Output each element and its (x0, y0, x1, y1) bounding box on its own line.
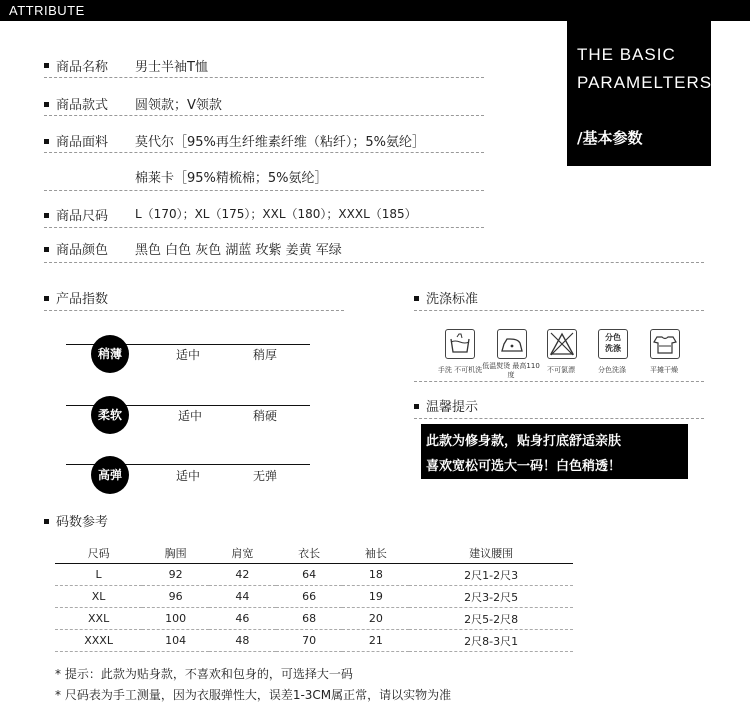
table-cell: 20 (368, 612, 383, 625)
divider (44, 310, 344, 311)
bullet-icon (44, 213, 49, 218)
param-value: L（170）；XL（175）；XXL（180）；XXXL（185） (135, 207, 417, 221)
table-header: 肩宽 (231, 546, 254, 560)
param-value: 莫代尔［95%再生纤维素纤维（粘纤）；5%氨纶］ (135, 135, 426, 150)
table-row (55, 564, 573, 586)
table-cell: XXL (88, 612, 110, 625)
divider (44, 190, 484, 191)
table-cell: 96 (168, 590, 183, 603)
divider (44, 262, 704, 263)
index-right: 稍厚 (253, 348, 278, 362)
wash-label: 分色洗涤 (598, 366, 626, 374)
table-cell: 66 (302, 590, 317, 603)
param-label: 商品颜色 (56, 243, 109, 258)
index-right: 无弹 (253, 469, 278, 483)
tips-line1: 此款为修身款，贴身打底舒适亲肤 (426, 434, 622, 449)
index-badge: 稍薄 (91, 335, 129, 373)
table-cell: 104 (165, 634, 187, 647)
bullet-icon (44, 102, 49, 107)
table-cell: 70 (302, 634, 317, 647)
param-value: 圆领款；V领款 (135, 98, 222, 113)
bullet-icon (44, 296, 49, 301)
index-title: 产品指数 (56, 292, 109, 307)
hand-wash-icon (445, 329, 475, 359)
bullet-icon (414, 296, 419, 301)
divider (414, 310, 704, 311)
table-row (55, 586, 573, 608)
table-cell: 42 (235, 568, 250, 581)
size-table (55, 542, 573, 652)
table-cell: 2尺3-2尺5 (464, 590, 519, 604)
index-mid: 适中 (176, 469, 201, 483)
separate-wash-icon-text: 分色洗涤 (605, 333, 621, 353)
divider (44, 77, 484, 78)
index-right: 稍硬 (253, 409, 278, 423)
note: * 尺码表为手工测量，因为衣服弹性大，误差1-3CM属正常，请以实物为准 (55, 688, 452, 702)
table-cell: 21 (368, 634, 383, 647)
index-mid: 适中 (176, 348, 201, 362)
table-cell: 2尺5-2尺8 (464, 612, 519, 626)
param-value: 男士半袖T恤 (135, 60, 208, 75)
basic-line1: THE BASIC (577, 45, 676, 64)
index-badge: 高弹 (91, 456, 129, 494)
divider (414, 381, 704, 382)
table-cell: L (95, 568, 102, 581)
table-cell: 100 (165, 612, 187, 625)
param-value: 黑色 白色 灰色 湖蓝 玫紫 姜黄 军绿 (135, 243, 342, 258)
table-cell: 44 (235, 590, 250, 603)
table-header: 袖长 (364, 546, 387, 560)
table-cell: 46 (235, 612, 250, 625)
table-cell: 68 (302, 612, 317, 625)
tips-box (421, 424, 688, 479)
table-cell: 18 (368, 568, 383, 581)
table-cell: 2尺8-3尺1 (464, 634, 519, 648)
wash-label: 不可氯漂 (547, 366, 575, 374)
param-label: 商品款式 (56, 98, 109, 113)
basic-line2: PARAMELTERS (577, 73, 713, 92)
bullet-icon (414, 404, 419, 409)
table-header: 胸围 (164, 546, 187, 560)
table-cell: 92 (168, 568, 183, 581)
header-bar (0, 0, 750, 21)
table-cell: XXXL (84, 634, 113, 647)
basic-line3: /基本参数 (577, 129, 643, 147)
table-header: 衣长 (298, 546, 321, 560)
bullet-icon (44, 139, 49, 144)
wash-label: 平摊干燥 (650, 366, 678, 374)
table-cell: 64 (302, 568, 317, 581)
note: * 提示：此款为贴身款，不喜欢和包身的，可选择大一码 (55, 667, 353, 681)
header-title: ATTRIBUTE (9, 3, 85, 18)
param-label: 商品名称 (56, 60, 109, 75)
table-header-row (55, 542, 573, 564)
divider (414, 418, 704, 419)
wash-label: 手洗 不可机洗 (437, 366, 483, 374)
flat-dry-icon (650, 329, 680, 359)
basic-params-box (567, 21, 711, 166)
wash-label: 低温熨烫 最高110度 (482, 362, 540, 379)
no-bleach-icon (547, 329, 577, 359)
wash-title: 洗涤标准 (426, 292, 479, 307)
index-badge: 柔软 (91, 396, 129, 434)
table-cell: 48 (235, 634, 250, 647)
divider (44, 152, 484, 153)
bullet-icon (44, 519, 49, 524)
table-cell: XL (91, 590, 106, 603)
table-header: 建议腰围 (469, 546, 514, 560)
tips-title: 温馨提示 (426, 400, 479, 415)
param-label: 商品面料 (56, 135, 109, 150)
bullet-icon (44, 247, 49, 252)
divider (44, 115, 484, 116)
table-row (55, 630, 573, 652)
separate-wash-icon (598, 329, 628, 359)
index-mid: 适中 (178, 409, 203, 423)
size-chart-title: 码数参考 (56, 515, 109, 530)
table-header: 尺码 (87, 546, 110, 560)
divider (44, 227, 484, 228)
param-label: 商品尺码 (56, 209, 109, 224)
param-value-2: 棉莱卡［95%精梳棉；5%氨纶］ (135, 171, 328, 186)
table-row (55, 608, 573, 630)
bullet-icon (44, 63, 49, 68)
low-iron-icon (497, 329, 527, 359)
table-cell: 19 (368, 590, 383, 603)
tips-line2: 喜欢宽松可选大一码！白色稍透！ (426, 459, 622, 474)
table-cell: 2尺1-2尺3 (464, 568, 519, 582)
